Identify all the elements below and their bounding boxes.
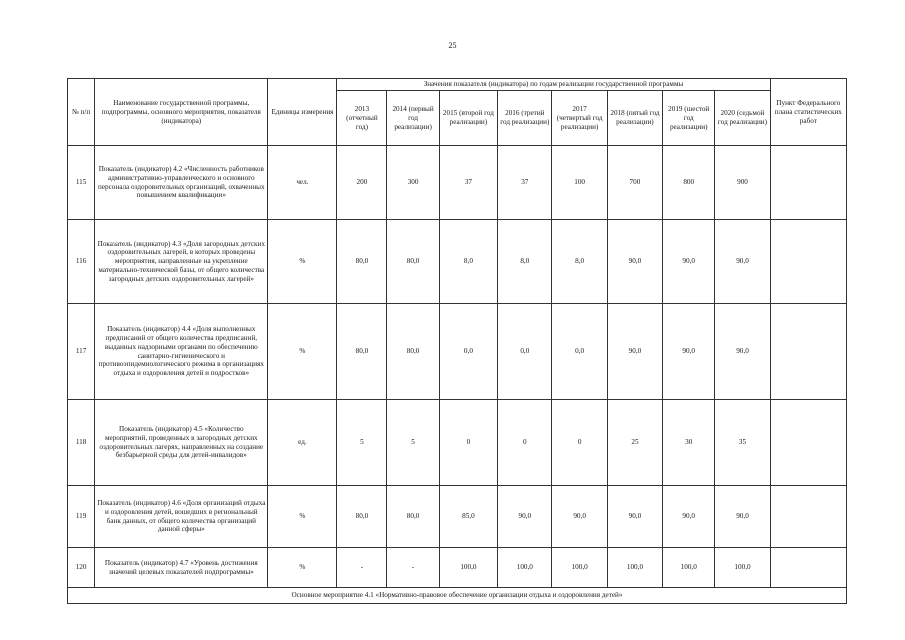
row-value: 200 — [337, 146, 387, 220]
row-name: Показатель (индикатор) 4.3 «Доля загородных детских оздоровительных лагерей, в которых проведены мероприятия, направленные на укрепление материально-технической базы, от общего количества загородных детских оздоровительных лагерей» — [95, 220, 268, 304]
row-num: 116 — [68, 220, 95, 304]
row-value: 0 — [439, 400, 497, 486]
row-value: 35 — [715, 400, 770, 486]
row-num: 119 — [68, 486, 95, 548]
section-heading: Основное мероприятие 4.1 «Нормативно-правовое обеспечение организации отдыха и оздоровления детей» — [68, 588, 847, 604]
header-values-group: Значения показателя (индикатора) по годам реализации государственной программы — [337, 79, 770, 91]
header-name: Наименование государственной программы, подпрограммы, основного мероприятия, показателя (индикатора) — [95, 79, 268, 146]
row-value: 90,0 — [715, 220, 770, 304]
row-unit: % — [268, 548, 337, 588]
row-plan — [770, 400, 846, 486]
row-value: 37 — [498, 146, 552, 220]
row-unit: чел. — [268, 146, 337, 220]
row-value: 8,0 — [439, 220, 497, 304]
table-row — [68, 304, 847, 400]
row-value: 80,0 — [387, 220, 439, 304]
row-value: 30 — [663, 400, 715, 486]
row-name: Показатель (индикатор) 4.5 «Количество мероприятий, проведенных в загородных детских оздоровительных лагерях, направленных на создание безбарьерной среды для детей-инвалидов» — [95, 400, 268, 486]
row-value: 5 — [337, 400, 387, 486]
row-value: 0 — [498, 400, 552, 486]
row-value: 25 — [607, 400, 662, 486]
row-value: 90,0 — [715, 304, 770, 400]
row-value: 900 — [715, 146, 770, 220]
row-value: 37 — [439, 146, 497, 220]
row-value: 100,0 — [663, 548, 715, 588]
row-value: 90,0 — [498, 486, 552, 548]
header-year-2015: 2015 (второй год реализации) — [439, 91, 497, 146]
row-unit: % — [268, 304, 337, 400]
row-value: 0 — [552, 400, 607, 486]
row-plan — [770, 486, 846, 548]
row-num: 120 — [68, 548, 95, 588]
row-value: 100,0 — [607, 548, 662, 588]
row-value: 90,0 — [607, 304, 662, 400]
row-num: 118 — [68, 400, 95, 486]
row-value: 100 — [552, 146, 607, 220]
table-row — [68, 548, 847, 588]
row-unit: % — [268, 220, 337, 304]
row-name: Показатель (индикатор) 4.7 «Уровень достижения значений целевых показателей подпрограммы» — [95, 548, 268, 588]
table-row — [68, 486, 847, 548]
header-num: № п/п — [68, 79, 95, 146]
row-value: 90,0 — [552, 486, 607, 548]
table-row — [68, 400, 847, 486]
row-value: 300 — [387, 146, 439, 220]
row-value: 0,0 — [439, 304, 497, 400]
row-plan — [770, 548, 846, 588]
row-value: - — [387, 548, 439, 588]
header-unit: Единицы измерения — [268, 79, 337, 146]
row-value: 80,0 — [337, 304, 387, 400]
row-value: 8,0 — [498, 220, 552, 304]
row-value: 90,0 — [663, 304, 715, 400]
row-value: 5 — [387, 400, 439, 486]
table-row — [68, 220, 847, 304]
row-value: 80,0 — [337, 486, 387, 548]
indicator-table — [67, 78, 847, 604]
header-year-2018: 2018 (пятый год реализации) — [607, 91, 662, 146]
header-plan: Пункт Федерального плана статистических работ — [770, 79, 846, 146]
header-year-2017: 2017 (четвертый год реализации) — [552, 91, 607, 146]
row-value: 90,0 — [607, 220, 662, 304]
row-name: Показатель (индикатор) 4.4 «Доля выполненных предписаний от общего количества предписаний, выданных надзорными органами по обеспечению санитарно-гигиенического и противоэпидемиологического режима в организациях отдыха и оздоровления детей и подростков» — [95, 304, 268, 400]
row-unit: % — [268, 486, 337, 548]
row-value: 800 — [663, 146, 715, 220]
row-name: Показатель (индикатор) 4.2 «Численность работников административно-управленческого и основного персонала оздоровительных организаций, охваченных повышением квалификации» — [95, 146, 268, 220]
row-value: 8,0 — [552, 220, 607, 304]
row-value: 100,0 — [498, 548, 552, 588]
row-value: 700 — [607, 146, 662, 220]
table-row — [68, 146, 847, 220]
row-value: 80,0 — [337, 220, 387, 304]
row-value: 0,0 — [498, 304, 552, 400]
row-value: 80,0 — [387, 486, 439, 548]
row-value: 85,0 — [439, 486, 497, 548]
row-value: 100,0 — [439, 548, 497, 588]
row-unit: ед. — [268, 400, 337, 486]
header-year-2019: 2019 (шестой год реализации) — [663, 91, 715, 146]
row-plan — [770, 146, 846, 220]
row-name: Показатель (индикатор) 4.6 «Доля организаций отдыха и оздоровления детей, вошедших в региональный банк данных, от общего количества организаций данной сферы» — [95, 486, 268, 548]
row-value: 90,0 — [663, 486, 715, 548]
row-value: 100,0 — [715, 548, 770, 588]
row-plan — [770, 304, 846, 400]
row-value: 0,0 — [552, 304, 607, 400]
row-value: 100,0 — [552, 548, 607, 588]
row-num: 115 — [68, 146, 95, 220]
row-value: 90,0 — [663, 220, 715, 304]
row-plan — [770, 220, 846, 304]
row-num: 117 — [68, 304, 95, 400]
row-value: - — [337, 548, 387, 588]
row-value: 80,0 — [387, 304, 439, 400]
header-year-2016: 2016 (третий год реализации) — [498, 91, 552, 146]
header-year-2013: 2013 (отчетный год) — [337, 91, 387, 146]
section-row — [68, 588, 847, 604]
row-value: 90,0 — [607, 486, 662, 548]
header-year-2014: 2014 (первый год реализации) — [387, 91, 439, 146]
header-year-2020: 2020 (седьмой год реализации) — [715, 91, 770, 146]
page-number: 25 — [448, 41, 457, 50]
row-value: 90,0 — [715, 486, 770, 548]
